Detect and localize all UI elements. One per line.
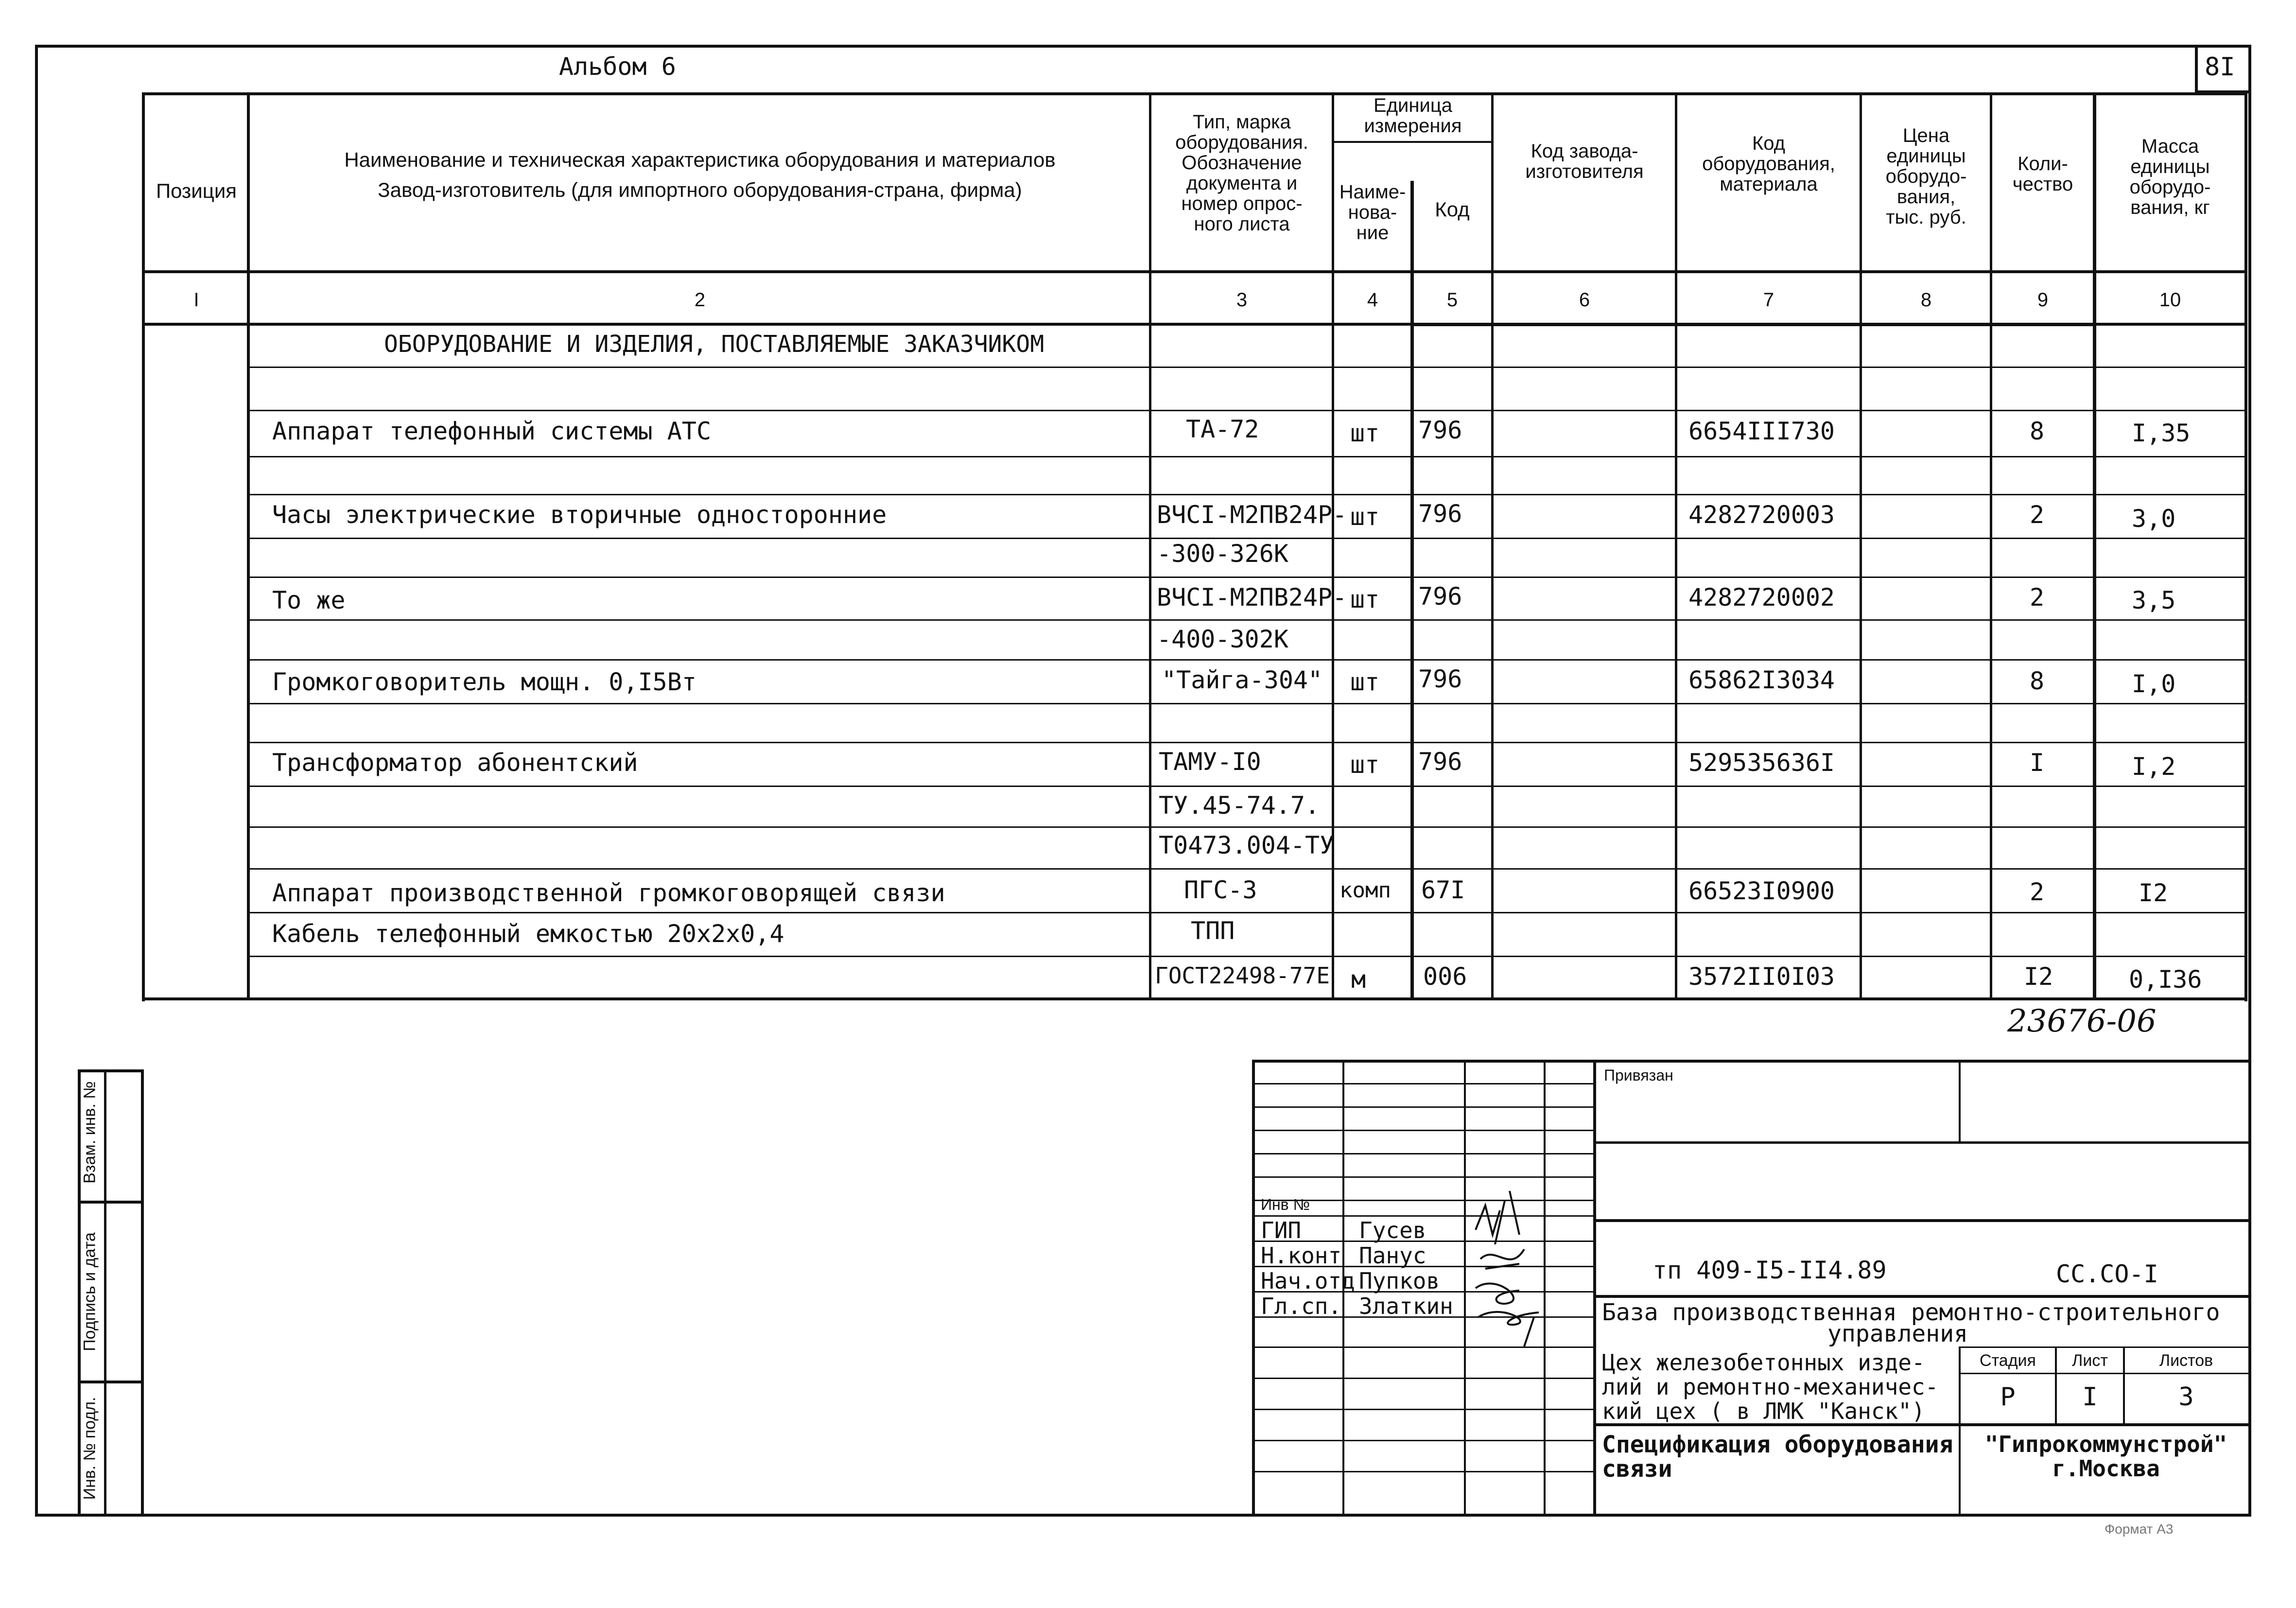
role-dept-head: Нач.отд (1261, 1268, 1355, 1294)
row-unit: м (1351, 965, 1366, 994)
row-material-code: 66523I0900 (1688, 877, 1835, 905)
col-num-3: 3 (1236, 289, 1248, 311)
name-panus: Панус (1359, 1242, 1426, 1269)
row-code: 796 (1418, 500, 1462, 528)
row-unit: шт (1350, 668, 1380, 696)
col-name-header-1: Наименование и техническая характеристика оборудования и материалов (344, 148, 1056, 171)
row-qty: 2 (2030, 501, 2045, 529)
col-quantity-header: Коли- чество (2012, 153, 2073, 195)
document-title-1: Спецификация оборудования (1602, 1431, 1953, 1458)
signature-scribbles (1466, 1176, 1548, 1351)
col-num-1: I (193, 289, 199, 311)
row-code: 796 (1418, 748, 1462, 776)
col-num-8: 8 (1920, 289, 1932, 311)
row-type: ТПП (1191, 917, 1235, 945)
role-norm-control: Н.конт (1261, 1242, 1342, 1269)
row-qty: 2 (2030, 583, 2045, 612)
name-gusev: Гусев (1359, 1217, 1426, 1243)
organization-name: "Гипрокоммунстрой" (1984, 1431, 2227, 1457)
row-name: Аппарат телефонный системы АТС (272, 417, 712, 445)
col-num-4: 4 (1367, 289, 1378, 311)
object-name-2: управления (1827, 1320, 1968, 1347)
row-qty: I2 (2024, 962, 2053, 991)
format-mark: Формат А3 (2105, 1521, 2174, 1537)
row-material-code: 3572II0I03 (1688, 962, 1835, 991)
col-type-header: Тип, марка оборудования. Обозначение документа и номер опрос- ного листа (1175, 111, 1308, 235)
page-number: 8I (2205, 52, 2235, 82)
row-code: 796 (1418, 416, 1462, 444)
row-type: ВЧСI-М2ПВ24Р- (1157, 501, 1347, 529)
col-material-code-header: Код оборудования, материала (1702, 133, 1835, 195)
shop-name-3: кий цех ( в ЛМК "Канск") (1602, 1398, 1925, 1424)
row-type-cont: ТУ.45-74.7. (1159, 791, 1320, 820)
name-zlatkin: Златкин (1359, 1293, 1453, 1319)
row-material-code: 6654III730 (1688, 417, 1835, 445)
side-stamp-replaced-inv: Взам. инв. № (80, 1081, 99, 1184)
col-name-header-2: Завод-изготовитель (для импортного оборудования-страна, фирма) (378, 178, 1022, 201)
document-code: тп 409-I5-II4.89 (1652, 1256, 1887, 1284)
side-stamp-original-inv: Инв. № подл. (80, 1397, 99, 1500)
col-num-7: 7 (1763, 289, 1774, 311)
sheets-label: Листов (2159, 1351, 2213, 1370)
sheets-value: 3 (2178, 1382, 2194, 1412)
name-pupkov: Пупков (1359, 1268, 1440, 1294)
row-mass: I2 (2139, 879, 2168, 907)
row-type: ГОСТ22498-77Е (1155, 962, 1330, 989)
row-type: ПГС-3 (1184, 876, 1257, 904)
row-material-code: 529535636I (1688, 749, 1835, 777)
col-num-2: 2 (694, 289, 706, 311)
inventory-label: Инв № (1261, 1196, 1310, 1213)
row-code: 796 (1418, 665, 1462, 693)
row-type-cont: -300-326К (1157, 540, 1288, 568)
col-unit-group-header: Единица измерения (1364, 95, 1462, 137)
stage-label: Стадия (1980, 1351, 2036, 1370)
row-unit: комп (1339, 878, 1391, 903)
side-stamp-signature-date: Подпись и дата (80, 1232, 99, 1351)
row-type-cont: Т0473.004-ТУ (1159, 831, 1335, 859)
row-qty: 8 (2030, 667, 2045, 695)
row-unit: шт (1350, 419, 1380, 447)
row-name: Трансформатор абонентский (272, 749, 638, 777)
role-chief-spec: Гл.сп. (1261, 1293, 1342, 1319)
row-type: "Тайга-304" (1162, 666, 1323, 694)
row-mass: I,35 (2132, 419, 2191, 447)
row-type-cont: -400-302К (1157, 625, 1288, 653)
sheet-value: I (2082, 1382, 2098, 1412)
col-unit-code-header: Код (1435, 198, 1470, 221)
organization-city: г.Москва (2052, 1455, 2160, 1482)
col-num-6: 6 (1579, 289, 1590, 311)
row-mass: I,0 (2132, 670, 2176, 698)
row-unit: шт (1350, 503, 1380, 531)
row-mass: 3,5 (2132, 586, 2176, 614)
col-position-header: Позиция (156, 179, 237, 202)
col-unit-name-header: Наиме- нова- ние (1339, 181, 1406, 244)
row-type: ВЧСI-М2ПВ24Р- (1157, 583, 1347, 612)
section-title: ОБОРУДОВАНИЕ И ИЗДЕЛИЯ, ПОСТАВЛЯЕМЫЕ ЗАКАЗЧИКОМ (384, 331, 1044, 358)
row-qty: 2 (2030, 878, 2045, 906)
row-unit: шт (1350, 751, 1380, 779)
row-type: ТАМУ-I0 (1159, 748, 1261, 776)
sheet-code: СС.СО-I (2056, 1260, 2158, 1288)
shop-name-2: лий и ремонтно-механичес- (1602, 1374, 1939, 1400)
col-num-10: 10 (2159, 289, 2181, 311)
row-name: Громкоговоритель мощн. 0,I5Вт (272, 668, 696, 696)
row-code: 67I (1421, 876, 1465, 904)
row-material-code: 4282720003 (1688, 501, 1835, 529)
row-mass: I,2 (2132, 752, 2176, 781)
row-name: Часы электрические вторичные односторонние (272, 501, 887, 529)
col-mass-header: Масса единицы оборудо- вания, кг (2129, 136, 2211, 218)
row-name: Аппарат производственной громкоговорящей связи (272, 879, 945, 907)
handwritten-number: 23676-06 (2007, 1003, 2157, 1039)
row-material-code: 4282720002 (1688, 583, 1835, 612)
row-unit: шт (1350, 585, 1380, 613)
row-code: 796 (1418, 582, 1462, 611)
row-name: Кабель телефонный емкостью 20х2х0,4 (272, 920, 784, 948)
album-label: Альбом 6 (559, 52, 676, 81)
row-code: 006 (1423, 962, 1467, 991)
document-title-2: связи (1602, 1455, 1672, 1483)
col-num-9: 9 (2037, 289, 2049, 311)
row-name: То же (272, 586, 346, 614)
row-qty: 8 (2030, 417, 2045, 445)
col-price-header: Цена единицы оборудо- вания, тыс. руб. (1885, 125, 1967, 228)
row-mass: 0,I36 (2129, 965, 2202, 994)
row-mass: 3,0 (2132, 505, 2176, 533)
role-gip: ГИП (1261, 1217, 1302, 1243)
row-type: ТА-72 (1186, 415, 1259, 443)
sheet-label: Лист (2072, 1351, 2108, 1370)
attached-label: Привязан (1604, 1066, 1673, 1084)
col-factory-code-header: Код завода- изготовителя (1525, 140, 1644, 182)
stage-value: Р (2000, 1382, 2016, 1412)
row-material-code: 65862I3034 (1688, 666, 1835, 694)
object-name-1: База производственная ремонтно-строительного (1602, 1299, 2220, 1326)
shop-name-1: Цех железобетонных изде- (1602, 1349, 1925, 1376)
row-qty: I (2030, 749, 2045, 777)
col-num-5: 5 (1446, 289, 1458, 311)
